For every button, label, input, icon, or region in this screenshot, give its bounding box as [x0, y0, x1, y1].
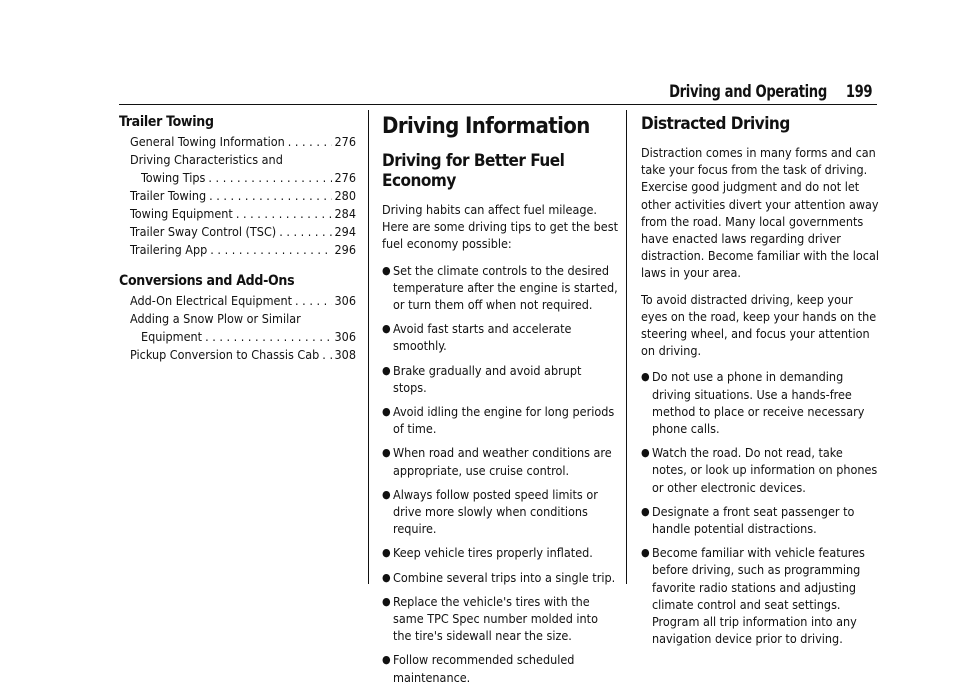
- bullet-icon: ●: [382, 487, 391, 501]
- list-item: ● When road and weather conditions are appropriate, use cruise control.: [382, 445, 612, 478]
- list-item: ● Brake gradually and avoid abrupt stops.: [382, 362, 582, 395]
- intro-paragraph: Driving habits can affect fuel mileage. Here are some driving tips to get the best fuel economy possible:: [382, 202, 618, 252]
- toc-entry[interactable]: [119, 292, 356, 310]
- toc-entry[interactable]: [119, 205, 356, 223]
- column-divider-1: [368, 110, 369, 584]
- toc-entry-label: Trailer Towing: [130, 188, 207, 203]
- bullet-icon: ●: [382, 363, 391, 377]
- distraction-tips-list: [641, 368, 879, 647]
- toc-entry-label: Pickup Conversion to Chassis Cab: [130, 347, 320, 362]
- paragraph: Distraction comes in many forms and can take your focus from the task of driving. Exercise good judgment and do not let other activities divert your attention away from the road. Many local governments have enacted laws regarding driver distraction. Become familiar with the local laws in your area.: [641, 145, 879, 281]
- list-item: ● Replace the vehicle's tires with the same TPC Spec number molded into the tire's sidewall near the size.: [382, 593, 598, 644]
- page-header: [669, 82, 872, 102]
- toc-column: [119, 108, 356, 364]
- toc-entry[interactable]: [119, 328, 356, 346]
- bullet-icon: ●: [382, 446, 391, 460]
- toc-entry-page: 296: [334, 242, 356, 257]
- list-item: ● Follow recommended scheduled maintenance.: [382, 652, 575, 685]
- header-rule: [119, 104, 877, 105]
- section-title: Driving Information: [382, 114, 590, 139]
- toc-entry[interactable]: [119, 133, 356, 151]
- toc-section-conversions: [119, 273, 356, 364]
- distracted-driving-column: [641, 108, 879, 654]
- bullet-icon: ●: [641, 370, 650, 384]
- column-divider-2: [626, 110, 627, 584]
- bullet-icon: ●: [382, 405, 391, 419]
- bullet-icon: ●: [641, 546, 650, 560]
- bullet-icon: ●: [641, 504, 650, 518]
- list-item: ● Avoid idling the engine for long periods of time.: [382, 404, 615, 437]
- toc-entry-page: 276: [334, 134, 356, 149]
- paragraph: To avoid distracted driving, keep your eyes on the road, keep your hands on the steering wheel, and focus your attention on driving.: [641, 291, 877, 359]
- toc-entry-label: General Towing Information: [130, 134, 285, 149]
- header-section: Driving and Operating: [668, 82, 827, 102]
- toc-entry[interactable]: [119, 187, 356, 205]
- page-number: 199: [845, 82, 872, 102]
- toc-entry-page: 280: [334, 188, 356, 203]
- toc-entry-label: Towing Tips: [141, 170, 206, 185]
- list-item: ● Keep vehicle tires properly inflated.: [382, 545, 593, 561]
- toc-entry[interactable]: [119, 346, 356, 364]
- toc-heading: Trailer Towing: [119, 114, 214, 130]
- toc-entry-page: 306: [334, 293, 356, 308]
- toc-entry-page: 284: [334, 206, 356, 221]
- toc-section-trailer-towing: [119, 114, 356, 259]
- bullet-icon: ●: [382, 594, 391, 608]
- toc-entry[interactable]: [119, 223, 356, 241]
- bullet-icon: ●: [641, 446, 650, 460]
- fuel-tips-list: [382, 262, 618, 686]
- driving-info-column: [382, 108, 618, 693]
- toc-entry-label[interactable]: Adding a Snow Plow or Similar: [130, 311, 301, 326]
- list-item: ● Watch the road. Do not read, take notes, or look up information on phones or other electronic devices.: [641, 445, 878, 495]
- bullet-icon: ●: [382, 546, 391, 560]
- list-item: ● Combine several trips into a single trip.: [382, 569, 616, 585]
- bullet-icon: ●: [382, 653, 391, 667]
- section-subtitle: Driving for Better Fuel Economy: [382, 151, 565, 191]
- list-item: ● Set the climate controls to the desired temperature after the engine is started, or turn them off when not required.: [382, 262, 618, 313]
- list-item: ● Become familiar with vehicle features before driving, such as programming favorite radio stations and adjusting climate control and seat settings. Program all trip information into any navigation device prior to driving.: [641, 545, 865, 647]
- toc-entry-page: 308: [334, 347, 356, 362]
- bullet-icon: ●: [382, 322, 391, 336]
- toc-entry-label: Equipment: [141, 329, 203, 344]
- toc-entry-label[interactable]: Driving Characteristics and: [130, 152, 283, 167]
- list-item: ● Do not use a phone in demanding driving situations. Use a hands-free method to place or receive necessary phone calls.: [641, 369, 865, 437]
- toc-entry-label: Trailering App: [130, 242, 208, 257]
- toc-entry-page: 276: [334, 170, 356, 185]
- section-title: Distracted Driving: [641, 114, 790, 134]
- bullet-icon: ●: [382, 263, 391, 277]
- bullet-icon: ●: [382, 570, 391, 584]
- toc-entry[interactable]: [119, 241, 356, 259]
- list-item: ● Avoid fast starts and accelerate smoothly.: [382, 321, 572, 354]
- toc-entry-label: Towing Equipment: [130, 206, 233, 221]
- toc-entry-label: Trailer Sway Control (TSC): [130, 224, 277, 239]
- list-item: ● Always follow posted speed limits or drive more slowly when conditions require.: [382, 486, 598, 537]
- toc-heading: Conversions and Add-Ons: [119, 273, 295, 289]
- list-item: ● Designate a front seat passenger to handle potential distractions.: [641, 503, 855, 537]
- toc-entry-page: 306: [334, 329, 356, 344]
- toc-entry[interactable]: [119, 169, 356, 187]
- toc-entry-label: Add-On Electrical Equipment: [130, 293, 293, 308]
- toc-entry-page: 294: [334, 224, 356, 239]
